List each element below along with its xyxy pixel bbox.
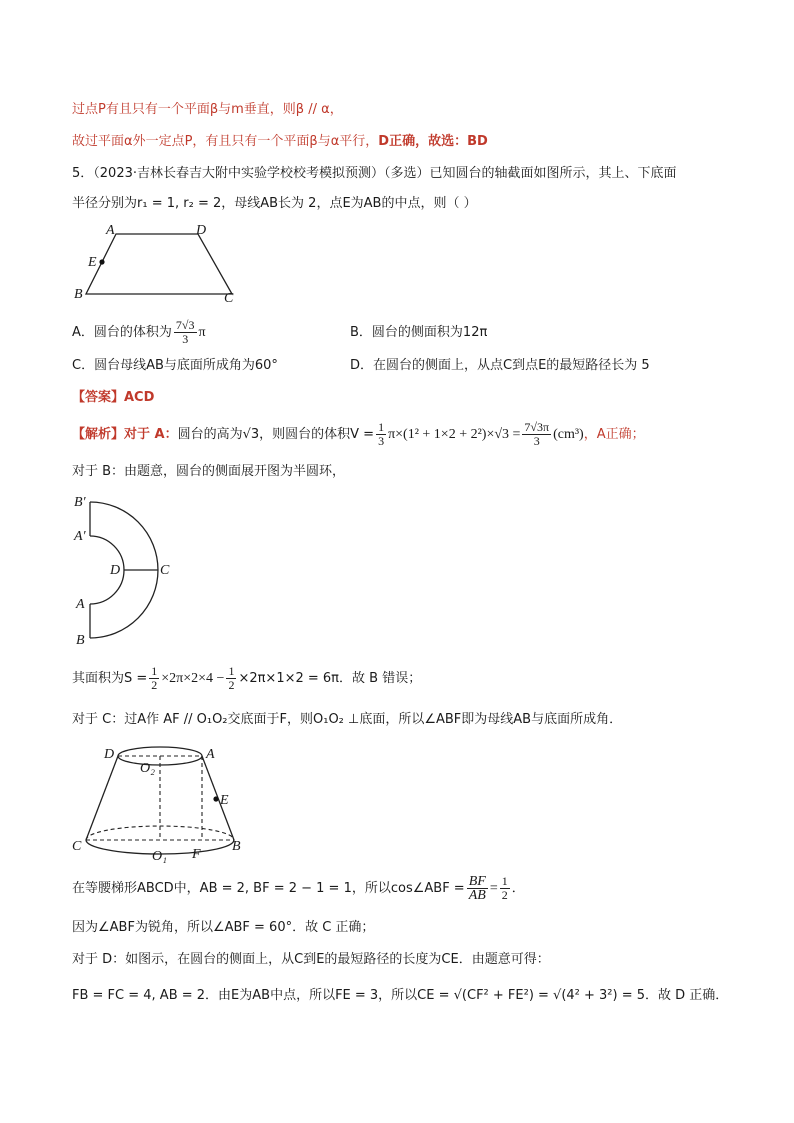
question-5-line-2 — [72, 194, 477, 214]
equals: = — [489, 881, 498, 896]
point-e-dot — [99, 259, 104, 264]
area-expression: ×2π×2×4 − — [161, 671, 225, 686]
analysis-expression: π×(1² + 1×2 + 2²)×√3 = — [388, 427, 521, 442]
analysis-a — [72, 420, 645, 450]
cos-fraction — [467, 875, 488, 902]
line-text: 故过平面α外一定点P，有且只有一个平面β与α平行， — [72, 134, 379, 149]
frustum-figure — [66, 738, 256, 868]
option-a — [72, 318, 206, 348]
label-c: C — [160, 563, 170, 578]
area-fraction-2 — [226, 665, 236, 692]
label-b-prime: B′ — [74, 495, 86, 510]
label-c: C — [224, 291, 234, 306]
label-b: B — [232, 839, 241, 854]
label-d: D — [196, 223, 207, 238]
label-a-prime: A′ — [74, 529, 86, 544]
half-annulus-figure — [72, 490, 192, 650]
denominator: AB — [468, 888, 486, 903]
analysis-c — [72, 710, 622, 730]
option-a-tail: π — [198, 325, 206, 340]
analysis-text: 对于 C：过A作 AF // O₁O₂交底面于F，则O₁O₂ ⊥底面，所以∠ABF即为母线AB与底面所成角． — [72, 712, 623, 727]
label-e: E — [88, 255, 97, 270]
question-text: 半径分别为r₁ = 1, r₂ = 2，母线AB长为 2，点E为AB的中点，则（ ） — [72, 196, 477, 211]
label-a: A — [206, 747, 215, 762]
label-b: B — [76, 633, 85, 648]
answer-text: 【答案】ACD — [72, 390, 155, 405]
text-line-1 — [72, 100, 343, 120]
line-text: 过点P有且只有一个平面β与m垂直，则β // α， — [72, 102, 343, 117]
option-b-text: B．圆台的侧面积为12π — [350, 325, 488, 340]
point-e-dot — [213, 796, 218, 801]
question-5-line-1 — [72, 164, 677, 184]
option-a-text: A．圆台的体积为 — [72, 325, 172, 340]
option-c-text: C．圆台母线AB与底面所成角为60° — [72, 358, 278, 373]
analysis-fraction-1 — [376, 421, 386, 448]
trapezoid-end: ． — [511, 881, 525, 896]
area-fraction-1 — [149, 665, 159, 692]
trapezoid-figure — [72, 218, 252, 310]
analysis-text: 对于 B：由题意，圆台的侧面展开图为半圆环， — [72, 464, 346, 479]
trapezoid-outline — [86, 234, 232, 294]
denominator: 3 — [533, 434, 540, 448]
numerator: 7√3 — [175, 318, 195, 332]
answer-line — [72, 388, 154, 408]
text-line-2 — [72, 132, 488, 152]
area-line — [72, 664, 421, 694]
option-a-fraction — [174, 319, 197, 346]
numerator: 1 — [151, 664, 158, 678]
analysis-text: 圆台的高为√3，则圆台的体积V = — [177, 427, 375, 442]
label-a: A — [106, 223, 115, 238]
denominator: 2 — [501, 888, 508, 902]
analysis-fraction-2 — [522, 421, 551, 448]
option-c — [72, 356, 278, 376]
label-f: F — [192, 847, 201, 862]
area-text: 其面积为S = — [72, 671, 148, 686]
label-d: D — [110, 563, 121, 578]
numerator: BF — [468, 874, 486, 889]
numerator: 1 — [501, 874, 508, 888]
option-d-text: D．在圆台的侧面上，从点C到点E的最短路径长为 5 — [350, 358, 650, 373]
analysis-text: 对于 D：如图示，在圆台的侧面上，从C到E的最短路径的长度为CE．由题意可得： — [72, 952, 550, 967]
area-conclusion: ×2π×1×2 = 6π．故 B 错误； — [238, 671, 422, 686]
label-o1: O₁ — [152, 849, 167, 864]
option-b — [350, 318, 487, 348]
line-text-bold: D正确，故选：BD — [378, 134, 488, 149]
trapezoid-text: 在等腰梯形ABCD中，AB = 2, BF = 2 − 1 = 1，所以cos∠ABF = — [72, 881, 465, 896]
label-c: C — [72, 839, 82, 854]
label-o2: O₂ — [140, 761, 155, 776]
label-e: E — [220, 793, 229, 808]
analysis-d — [72, 950, 550, 970]
unit: (cm³) — [553, 427, 584, 442]
analysis-label: 【解析】对于 A： — [72, 427, 178, 442]
acute-angle-line — [72, 918, 374, 938]
trapezoid-line — [72, 874, 525, 904]
final-line — [72, 986, 728, 1006]
option-d — [350, 356, 650, 376]
denominator: 2 — [228, 678, 235, 692]
numerator: 7√3π — [524, 420, 550, 434]
final-text: FB = FC = 4, AB = 2．由E为AB中点，所以FE = 3，所以CE = √(CF² + FE²) = √(4² + 3²) = 5．故 D 正确． — [72, 988, 729, 1003]
numerator: 1 — [378, 420, 385, 434]
label-d: D — [104, 747, 115, 762]
denominator: 3 — [378, 434, 385, 448]
question-text: 5．（2023·吉林长春吉大附中实验学校校考模拟预测）（多选）已知圆台的轴截面如图所示，其上、下底面 — [72, 166, 677, 181]
analysis-conclusion: ，A正确； — [583, 427, 645, 442]
denominator: 3 — [182, 332, 189, 346]
numerator: 1 — [228, 664, 235, 678]
label-a: A — [76, 597, 85, 612]
acute-text: 因为∠ABF为锐角，所以∠ABF = 60°．故 C 正确； — [72, 920, 375, 935]
label-b: B — [74, 287, 83, 302]
generatrix-dc — [86, 756, 118, 840]
analysis-b — [72, 462, 345, 482]
half-fraction — [500, 875, 510, 902]
denominator: 2 — [151, 678, 158, 692]
